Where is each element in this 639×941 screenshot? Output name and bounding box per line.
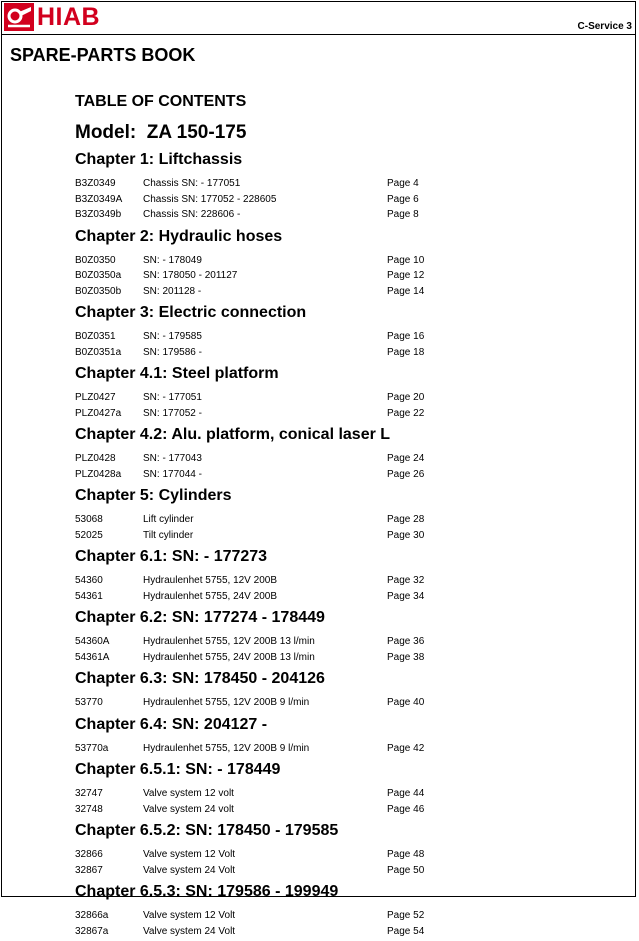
chapter-title: Chapter 4.2: Alu. platform, conical laser L <box>75 426 391 443</box>
part-description: Hydraulenhet 5755, 12V 200B 9 l/min <box>143 742 310 754</box>
chapter-section <box>75 667 615 713</box>
page-reference: Page 46 <box>387 803 425 815</box>
part-number: B3Z0349b <box>75 209 122 220</box>
chapter-section <box>75 758 615 819</box>
part-description: SN: - 177043 <box>143 453 202 464</box>
part-description: Hydraulenhet 5755, 12V 200B <box>143 575 277 586</box>
part-description: Chassis SN: 177052 - 228605 <box>143 193 277 205</box>
chapter-section <box>75 362 615 423</box>
part-description: Tilt cylinder <box>143 529 194 541</box>
part-number: 32867 <box>75 864 103 876</box>
toc-row <box>75 268 615 284</box>
page-reference: Page 40 <box>387 697 425 708</box>
chapter-title: Chapter 1: Liftchassis <box>75 151 243 168</box>
chapter-section <box>75 225 615 302</box>
part-number: 52025 <box>75 529 103 541</box>
chapter-title: Chapter 6.5.1: SN: - 178449 <box>75 761 281 778</box>
header-divider <box>1 34 636 35</box>
chapter-title: Chapter 5: Cylinders <box>75 487 232 504</box>
page-reference: Page 8 <box>387 209 419 220</box>
toc-row <box>75 406 615 422</box>
chapter-section <box>75 880 615 941</box>
chapter-section <box>75 148 615 225</box>
page-reference: Page 14 <box>387 285 425 297</box>
page-header <box>0 0 639 36</box>
toc-row <box>75 695 615 711</box>
chapter-section <box>75 606 615 667</box>
toc-row <box>75 741 615 757</box>
chapter-section <box>75 301 615 362</box>
page-reference: Page 10 <box>387 254 425 266</box>
toc-row <box>75 589 615 605</box>
hiab-emblem-icon <box>4 3 34 31</box>
brand-name: HIAB <box>37 3 101 31</box>
chapter-section <box>75 819 615 880</box>
part-number: B3Z0349 <box>75 178 116 189</box>
toc-row <box>75 467 615 483</box>
part-number: 54361 <box>75 590 103 602</box>
toc-row <box>75 863 615 879</box>
chapter-title: Chapter 6.4: SN: 204127 - <box>75 715 268 733</box>
part-number: 54361A <box>75 651 110 663</box>
part-number: B0Z0350a <box>75 270 122 281</box>
chapter-section <box>75 713 615 759</box>
part-description: SN: 201128 - <box>143 285 202 297</box>
page-reference: Page 38 <box>387 651 425 663</box>
toc-row <box>75 390 615 406</box>
part-description: Hydraulenhet 5755, 12V 200B 13 l/min <box>143 636 315 647</box>
part-number: 32747 <box>75 788 103 799</box>
toc-row <box>75 634 615 650</box>
part-description: SN: 177052 - <box>143 407 202 419</box>
part-description: Valve system 24 Volt <box>143 925 236 937</box>
chapter-section <box>75 545 615 606</box>
part-number: PLZ0428 <box>75 453 116 464</box>
page-reference: Page 32 <box>387 575 425 586</box>
page-reference: Page 30 <box>387 529 425 541</box>
toc-row <box>75 192 615 208</box>
part-number: PLZ0428a <box>75 468 122 480</box>
toc-row <box>75 786 615 802</box>
part-number: 32867a <box>75 925 109 937</box>
page-reference: Page 36 <box>387 636 425 647</box>
part-number: B3Z0349A <box>75 193 123 205</box>
toc-title: TABLE OF CONTENTS <box>75 93 247 110</box>
part-number: B0Z0350b <box>75 285 122 297</box>
toc-row <box>75 253 615 269</box>
page-reference: Page 4 <box>387 178 419 189</box>
page-reference: Page 24 <box>387 453 425 464</box>
page-reference: Page 52 <box>387 910 425 921</box>
page-reference: Page 42 <box>387 742 425 754</box>
page-reference: Page 12 <box>387 270 425 281</box>
part-description: Valve system 12 Volt <box>143 910 236 921</box>
toc-row <box>75 284 615 300</box>
chapter-title: Chapter 6.5.2: SN: 178450 - 179585 <box>75 822 339 839</box>
page-reference: Page 20 <box>387 392 425 403</box>
part-description: Hydraulenhet 5755, 12V 200B 9 l/min <box>143 697 310 708</box>
part-description: Valve system 12 Volt <box>143 849 236 860</box>
toc-row <box>75 345 615 361</box>
part-number: 53068 <box>75 514 103 525</box>
part-number: 53770 <box>75 697 103 708</box>
toc-row <box>75 908 615 924</box>
chapter-section <box>75 484 615 545</box>
chapter-title: Chapter 6.2: SN: 177274 - 178449 <box>75 609 325 626</box>
part-description: Hydraulenhet 5755, 24V 200B <box>143 590 277 602</box>
part-number: PLZ0427a <box>75 407 122 419</box>
chapter-title: Chapter 3: Electric connection <box>75 304 307 321</box>
part-description: Chassis SN: 228606 - <box>143 209 241 220</box>
toc-row <box>75 802 615 818</box>
part-number: 54360 <box>75 575 103 586</box>
page-reference: Page 22 <box>387 407 425 419</box>
toc-row <box>75 512 615 528</box>
part-number: 32866a <box>75 910 109 921</box>
chapter-title: Chapter 6.1: SN: - 177273 <box>75 548 268 565</box>
part-description: Hydraulenhet 5755, 24V 200B 13 l/min <box>143 651 315 663</box>
toc-row <box>75 847 615 863</box>
chapter-title: Chapter 6.3: SN: 178450 - 204126 <box>75 670 325 687</box>
part-number: 32748 <box>75 803 103 815</box>
part-number: B0Z0350 <box>75 254 116 266</box>
page-reference: Page 26 <box>387 468 425 480</box>
toc-row <box>75 528 615 544</box>
toc-row <box>75 650 615 666</box>
part-description: SN: 177044 - <box>143 468 202 480</box>
page-reference: Page 6 <box>387 193 419 205</box>
page-reference: Page 54 <box>387 925 425 937</box>
page-reference: Page 44 <box>387 788 425 799</box>
chapter-title: Chapter 6.5.3: SN: 179586 - 199949 <box>75 883 339 900</box>
chapter-list <box>75 148 615 941</box>
toc-row <box>75 573 615 589</box>
part-description: SN: - 178049 <box>143 254 202 266</box>
toc-row <box>75 451 615 467</box>
part-number: B0Z0351a <box>75 346 122 358</box>
part-description: SN: - 179585 <box>143 331 202 342</box>
part-description: SN: 179586 - <box>143 346 202 358</box>
toc-row <box>75 207 615 223</box>
page-reference: Page 48 <box>387 849 425 860</box>
hiab-logo <box>4 3 100 31</box>
chapter-title: Chapter 4.1: Steel platform <box>75 365 279 382</box>
part-description: Lift cylinder <box>143 514 194 525</box>
page-reference: Page 28 <box>387 514 425 525</box>
toc-row <box>75 329 615 345</box>
page-reference: Page 50 <box>387 864 425 876</box>
part-description: SN: - 177051 <box>143 392 202 403</box>
part-number: 32866 <box>75 849 103 860</box>
part-description: Valve system 24 Volt <box>143 864 236 876</box>
chapter-title: Chapter 2: Hydraulic hoses <box>75 227 283 245</box>
chapter-section <box>75 423 615 484</box>
part-description: Chassis SN: - 177051 <box>143 178 241 189</box>
toc-row <box>75 924 615 940</box>
page-reference: Page 34 <box>387 590 425 602</box>
part-number: PLZ0427 <box>75 392 116 403</box>
part-number: 53770a <box>75 742 109 754</box>
page-reference: Page 18 <box>387 346 425 358</box>
part-description: SN: 178050 - 201127 <box>143 270 238 281</box>
model-title: Model: ZA 150-175 <box>75 122 247 143</box>
page-reference: Page 16 <box>387 331 425 342</box>
service-label: C-Service 3 <box>577 21 632 32</box>
part-number: B0Z0351 <box>75 331 116 342</box>
part-description: Valve system 24 volt <box>143 803 234 815</box>
book-title: SPARE-PARTS BOOK <box>10 45 196 65</box>
part-description: Valve system 12 volt <box>143 788 234 799</box>
toc-row <box>75 176 615 192</box>
part-number: 54360A <box>75 636 110 647</box>
